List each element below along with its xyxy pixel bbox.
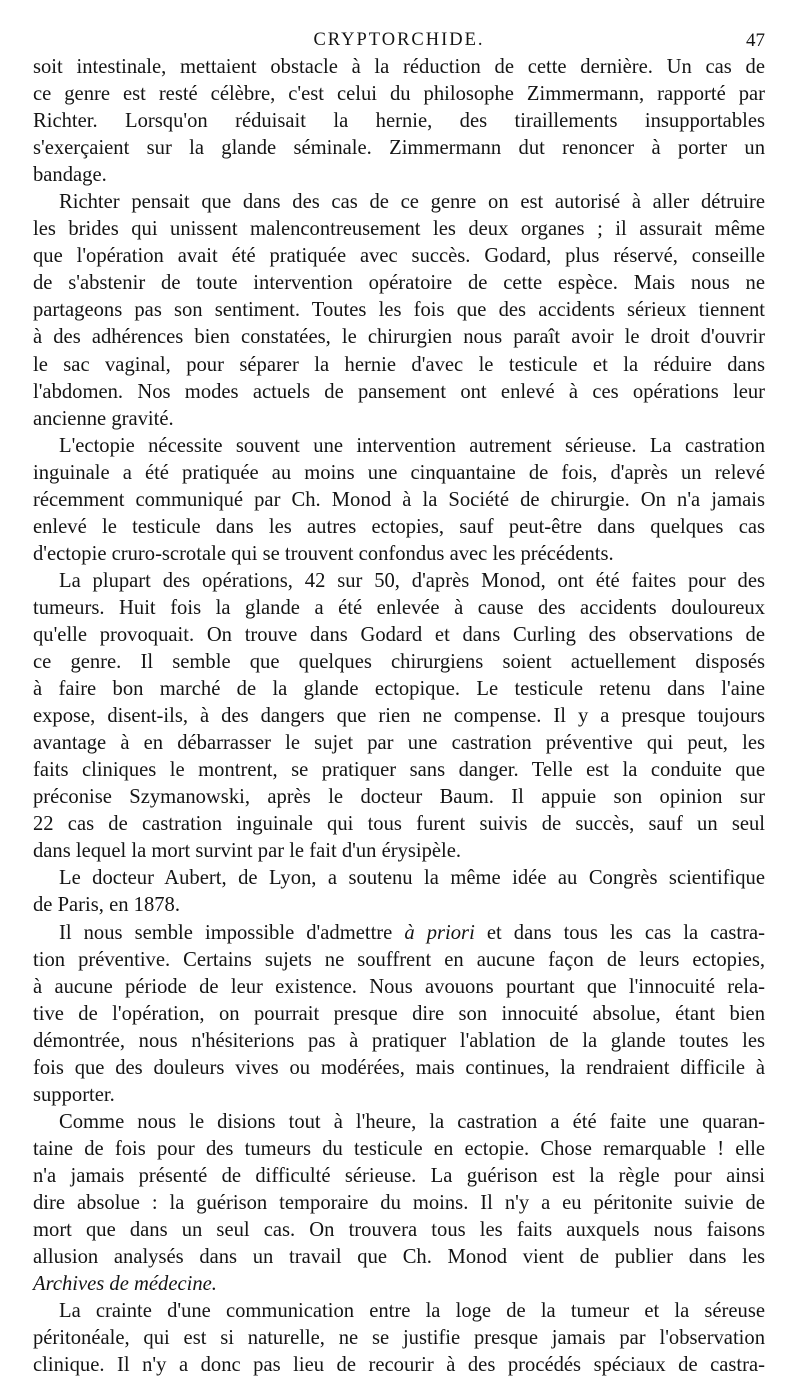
text-line: La crainte d'une communication entre la loge de la tumeur et la séreuse <box>59 1300 765 1323</box>
body-text <box>33 54 765 1379</box>
text-line: Comme nous le disions tout à l'heure, la castration a été faite une quaran- <box>59 1110 765 1133</box>
text-line: inguinale a été pratiquée au moins une cinquantaine de fois, d'après un relevé <box>33 461 765 484</box>
italic-journal-title: Archives de médecine. <box>33 1273 217 1296</box>
text-line: faits cliniques le montrent, se pratiquer sans danger. Telle est la conduite que <box>33 759 765 782</box>
text-line: La plupart des opérations, 42 sur 50, d'après Monod, ont été faites pour des <box>59 569 765 592</box>
text-line: supporter. <box>33 1083 115 1106</box>
text-line: d'ectopie cruro-scrotale qui se trouvent confondus avec les précédents. <box>33 542 614 565</box>
text-line: péritonéale, qui est si naturelle, ne se justifie presque jamais par l'observation <box>33 1327 765 1350</box>
text-line: 22 cas de castration inguinale qui tous furent suivis de succès, sauf un seul <box>33 813 765 836</box>
text-line: tive de l'opération, on pourrait presque dire son innocuité absolue, étant bien <box>33 1002 765 1025</box>
text-line: n'a jamais présenté de difficulté sérieuse. La guérison est la règle pour ainsi <box>33 1164 765 1187</box>
text-line: avantage à en débarrasser le sujet par une castration préventive qui peut, les <box>33 732 765 755</box>
running-head <box>33 24 765 54</box>
text-run: et dans tous les cas la castra- <box>486 921 766 944</box>
text-line: tumeurs. Huit fois la glande a été enlevée à cause des accidents douloureux <box>33 596 765 619</box>
text-line: allusion analysés dans un travail que Ch. Monod vient de publier dans les <box>33 1246 765 1269</box>
text-line: enlevé le testicule dans les autres ectopies, sauf peut-être dans quelques cas <box>33 515 765 538</box>
text-line: Richter pensait que dans des cas de ce genre on est autorisé à aller détruire <box>59 191 765 214</box>
text-line: qu'elle provoquait. On trouve dans Godard et dans Curling des observations de <box>33 623 765 646</box>
text-line: bandage. <box>33 164 107 187</box>
text-line: que l'opération avait été pratiquée avec succès. Godard, plus réservé, conseille <box>33 245 765 268</box>
text-line: à des adhérences bien constatées, le chirurgien nous paraît avoir le droit d'ouvrir <box>33 326 765 349</box>
text-line: fois que des douleurs vives ou modérées, mais continues, la rendraient difficile à <box>33 1056 765 1079</box>
text-line: démontrée, nous n'hésiterions pas à pratiquer l'ablation de la glande toutes les <box>33 1029 765 1052</box>
text-line: préconise Szymanowski, après le docteur Baum. Il appuie son opinion sur <box>33 786 765 809</box>
text-line <box>33 1271 765 1298</box>
page-number: 47 <box>746 30 765 51</box>
text-line: ce genre est resté célèbre, c'est celui du philosophe Zimmermann, rapporté par <box>33 83 765 106</box>
text-line: Le docteur Aubert, de Lyon, a soutenu la même idée au Congrès scientifique <box>59 867 765 890</box>
text-line: les brides qui unissent malencontreusement les deux organes ; il assurait même <box>33 218 765 241</box>
text-line: de s'abstenir de toute intervention opératoire de cette espèce. Mais nous ne <box>33 272 765 295</box>
text-line: de Paris, en 1878. <box>33 894 180 917</box>
text-line: L'ectopie nécessite souvent une intervention autrement sérieuse. La castration <box>59 434 765 457</box>
text-line: récemment communiqué par Ch. Monod à la Société de chirurgie. On n'a jamais <box>33 488 765 511</box>
text-line: taine de fois pour des tumeurs du testicule en ectopie. Chose remarquable ! elle <box>33 1137 765 1160</box>
text-line: le sac vaginal, pour séparer la hernie d'avec le testicule et la réduire dans <box>33 353 765 376</box>
text-line: clinique. Il n'y a donc pas lieu de recourir à des procédés spéciaux de castra- <box>33 1354 765 1377</box>
text-line: ce genre. Il semble que quelques chirurgiens soient actuellement disposés <box>33 651 765 674</box>
text-line: dire absolue : la guérison temporaire du moins. Il n'y a eu péritonite suivie de <box>33 1191 765 1214</box>
text-line: partageons pas son sentiment. Toutes les fois que des accidents sérieux tiennent <box>33 299 765 322</box>
text-line <box>33 920 765 947</box>
running-title: CRYPTORCHIDE. <box>313 30 485 50</box>
text-line: tion préventive. Certains sujets ne souffrent en aucune façon de leurs ectopies, <box>33 948 765 971</box>
text-line: à faire bon marché de la glande ectopique. Le testicule retenu dans l'aine <box>33 678 765 701</box>
book-page <box>33 24 765 1379</box>
text-line: mort que dans un seul cas. On trouvera tous les faits auxquels nous faisons <box>33 1219 765 1242</box>
text-line: l'abdomen. Nos modes actuels de pansement ont enlevé à ces opérations leur <box>33 380 765 403</box>
text-line: s'exerçaient sur la glande séminale. Zimmermann dut renoncer à porter un <box>33 137 765 160</box>
italic-phrase: à priori <box>404 921 475 944</box>
text-line: Richter. Lorsqu'on réduisait la hernie, des tiraillements insupportables <box>33 110 765 133</box>
text-line: à aucune période de leur existence. Nous avouons pourtant que l'innocuité rela- <box>33 975 765 998</box>
text-line: soit intestinale, mettaient obstacle à la réduction de cette dernière. Un cas de <box>33 56 765 78</box>
text-line: ancienne gravité. <box>33 407 174 430</box>
text-line: expose, disent-ils, à des dangers que rien ne compense. Il y a presque toujours <box>33 705 765 728</box>
text-line: dans lequel la mort survint par le fait d'un érysipèle. <box>33 840 462 863</box>
text-run: Il nous semble impossible d'admettre <box>59 921 393 944</box>
